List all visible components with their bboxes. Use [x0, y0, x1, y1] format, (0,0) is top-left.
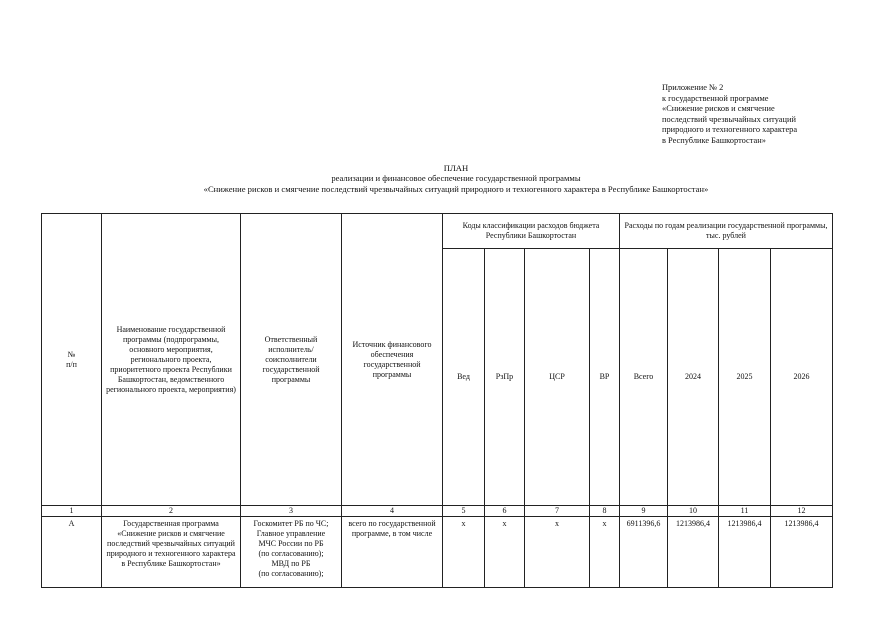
header-code-vr: ВР — [590, 249, 620, 506]
column-number: 10 — [668, 506, 719, 517]
plan-heading — [60, 163, 852, 194]
column-number: 6 — [485, 506, 525, 517]
header-num: № п/п — [42, 214, 102, 506]
header-expense-2026: 2026 — [771, 249, 833, 506]
row-expense-total: 6911396,6 — [620, 517, 668, 588]
column-number: 8 — [590, 506, 620, 517]
header-code-csr: ЦСР — [525, 249, 590, 506]
row-code-ved: х — [443, 517, 485, 588]
column-number: 7 — [525, 506, 590, 517]
plan-table — [41, 213, 833, 588]
header-code-rzpr: РзПр — [485, 249, 525, 506]
column-number: 5 — [443, 506, 485, 517]
row-source: всего по государственной программе, в том числе — [342, 517, 443, 588]
column-number: 1 — [42, 506, 102, 517]
header-row-1 — [42, 214, 833, 249]
row-code-vr: х — [590, 517, 620, 588]
row-num: А — [42, 517, 102, 588]
plan-title: ПЛАН — [443, 163, 469, 173]
plan-program-name: «Снижение рисков и смягчение последствий чрезвычайных ситуаций природного и техногенного характера в Республике Башкортостан» — [203, 183, 709, 194]
column-number: 3 — [241, 506, 342, 517]
appendix-line: природного и техногенного характера — [662, 125, 798, 135]
appendix-line: Приложение № 2 — [662, 83, 724, 92]
header-executor: Ответственный исполнитель/ соисполнители государственной программы — [241, 214, 342, 506]
column-number-row — [42, 506, 833, 517]
column-number: 12 — [771, 506, 833, 517]
appendix-line: к государственной программе — [662, 93, 769, 103]
row-expense-2025: 1213986,4 — [719, 517, 771, 588]
header-expense-2024: 2024 — [668, 249, 719, 506]
header-code-ved: Вед — [443, 249, 485, 506]
header-expense-total: Всего — [620, 249, 668, 506]
appendix-line: последствий чрезвычайных ситуаций — [662, 114, 796, 124]
appendix-line: в Республике Башкортостан» — [662, 135, 766, 145]
plan-subtitle: реализации и финансовое обеспечение государственной программы — [331, 173, 581, 184]
column-number: 4 — [342, 506, 443, 517]
column-number: 11 — [719, 506, 771, 517]
row-executor: Госкомитет РБ по ЧС; Главное управление МЧС России по РБ (по согласованию); МВД по РБ (по согласованию); — [241, 517, 342, 588]
table-row — [42, 517, 833, 588]
row-code-rzpr: х — [485, 517, 525, 588]
column-number: 9 — [620, 506, 668, 517]
row-code-csr: х — [525, 517, 590, 588]
header-expenses-group: Расходы по годам реализации государственной программы, тыс. рублей — [620, 214, 833, 249]
header-codes-group: Коды классификации расходов бюджета Республики Башкортостан — [443, 214, 620, 249]
appendix-note — [662, 83, 862, 147]
row-expense-2024: 1213986,4 — [668, 517, 719, 588]
header-name: Наименование государственной программы (подпрограммы, основного мероприятия, регионального проекта, приоритетного проекта Республики Башкортостан, ведомственного регионального проекта, мероприятия) — [102, 214, 241, 506]
row-name: Государственная программа «Снижение рисков и смягчение последствий чрезвычайных ситуаций природного и техногенного характера в Республике Башкортостан» — [102, 517, 241, 588]
column-number: 2 — [102, 506, 241, 517]
header-expense-2025: 2025 — [719, 249, 771, 506]
header-source: Источник финансового обеспечения государственной программы — [342, 214, 443, 506]
appendix-line: «Снижение рисков и смягчение — [662, 104, 775, 114]
row-expense-2026: 1213986,4 — [771, 517, 833, 588]
